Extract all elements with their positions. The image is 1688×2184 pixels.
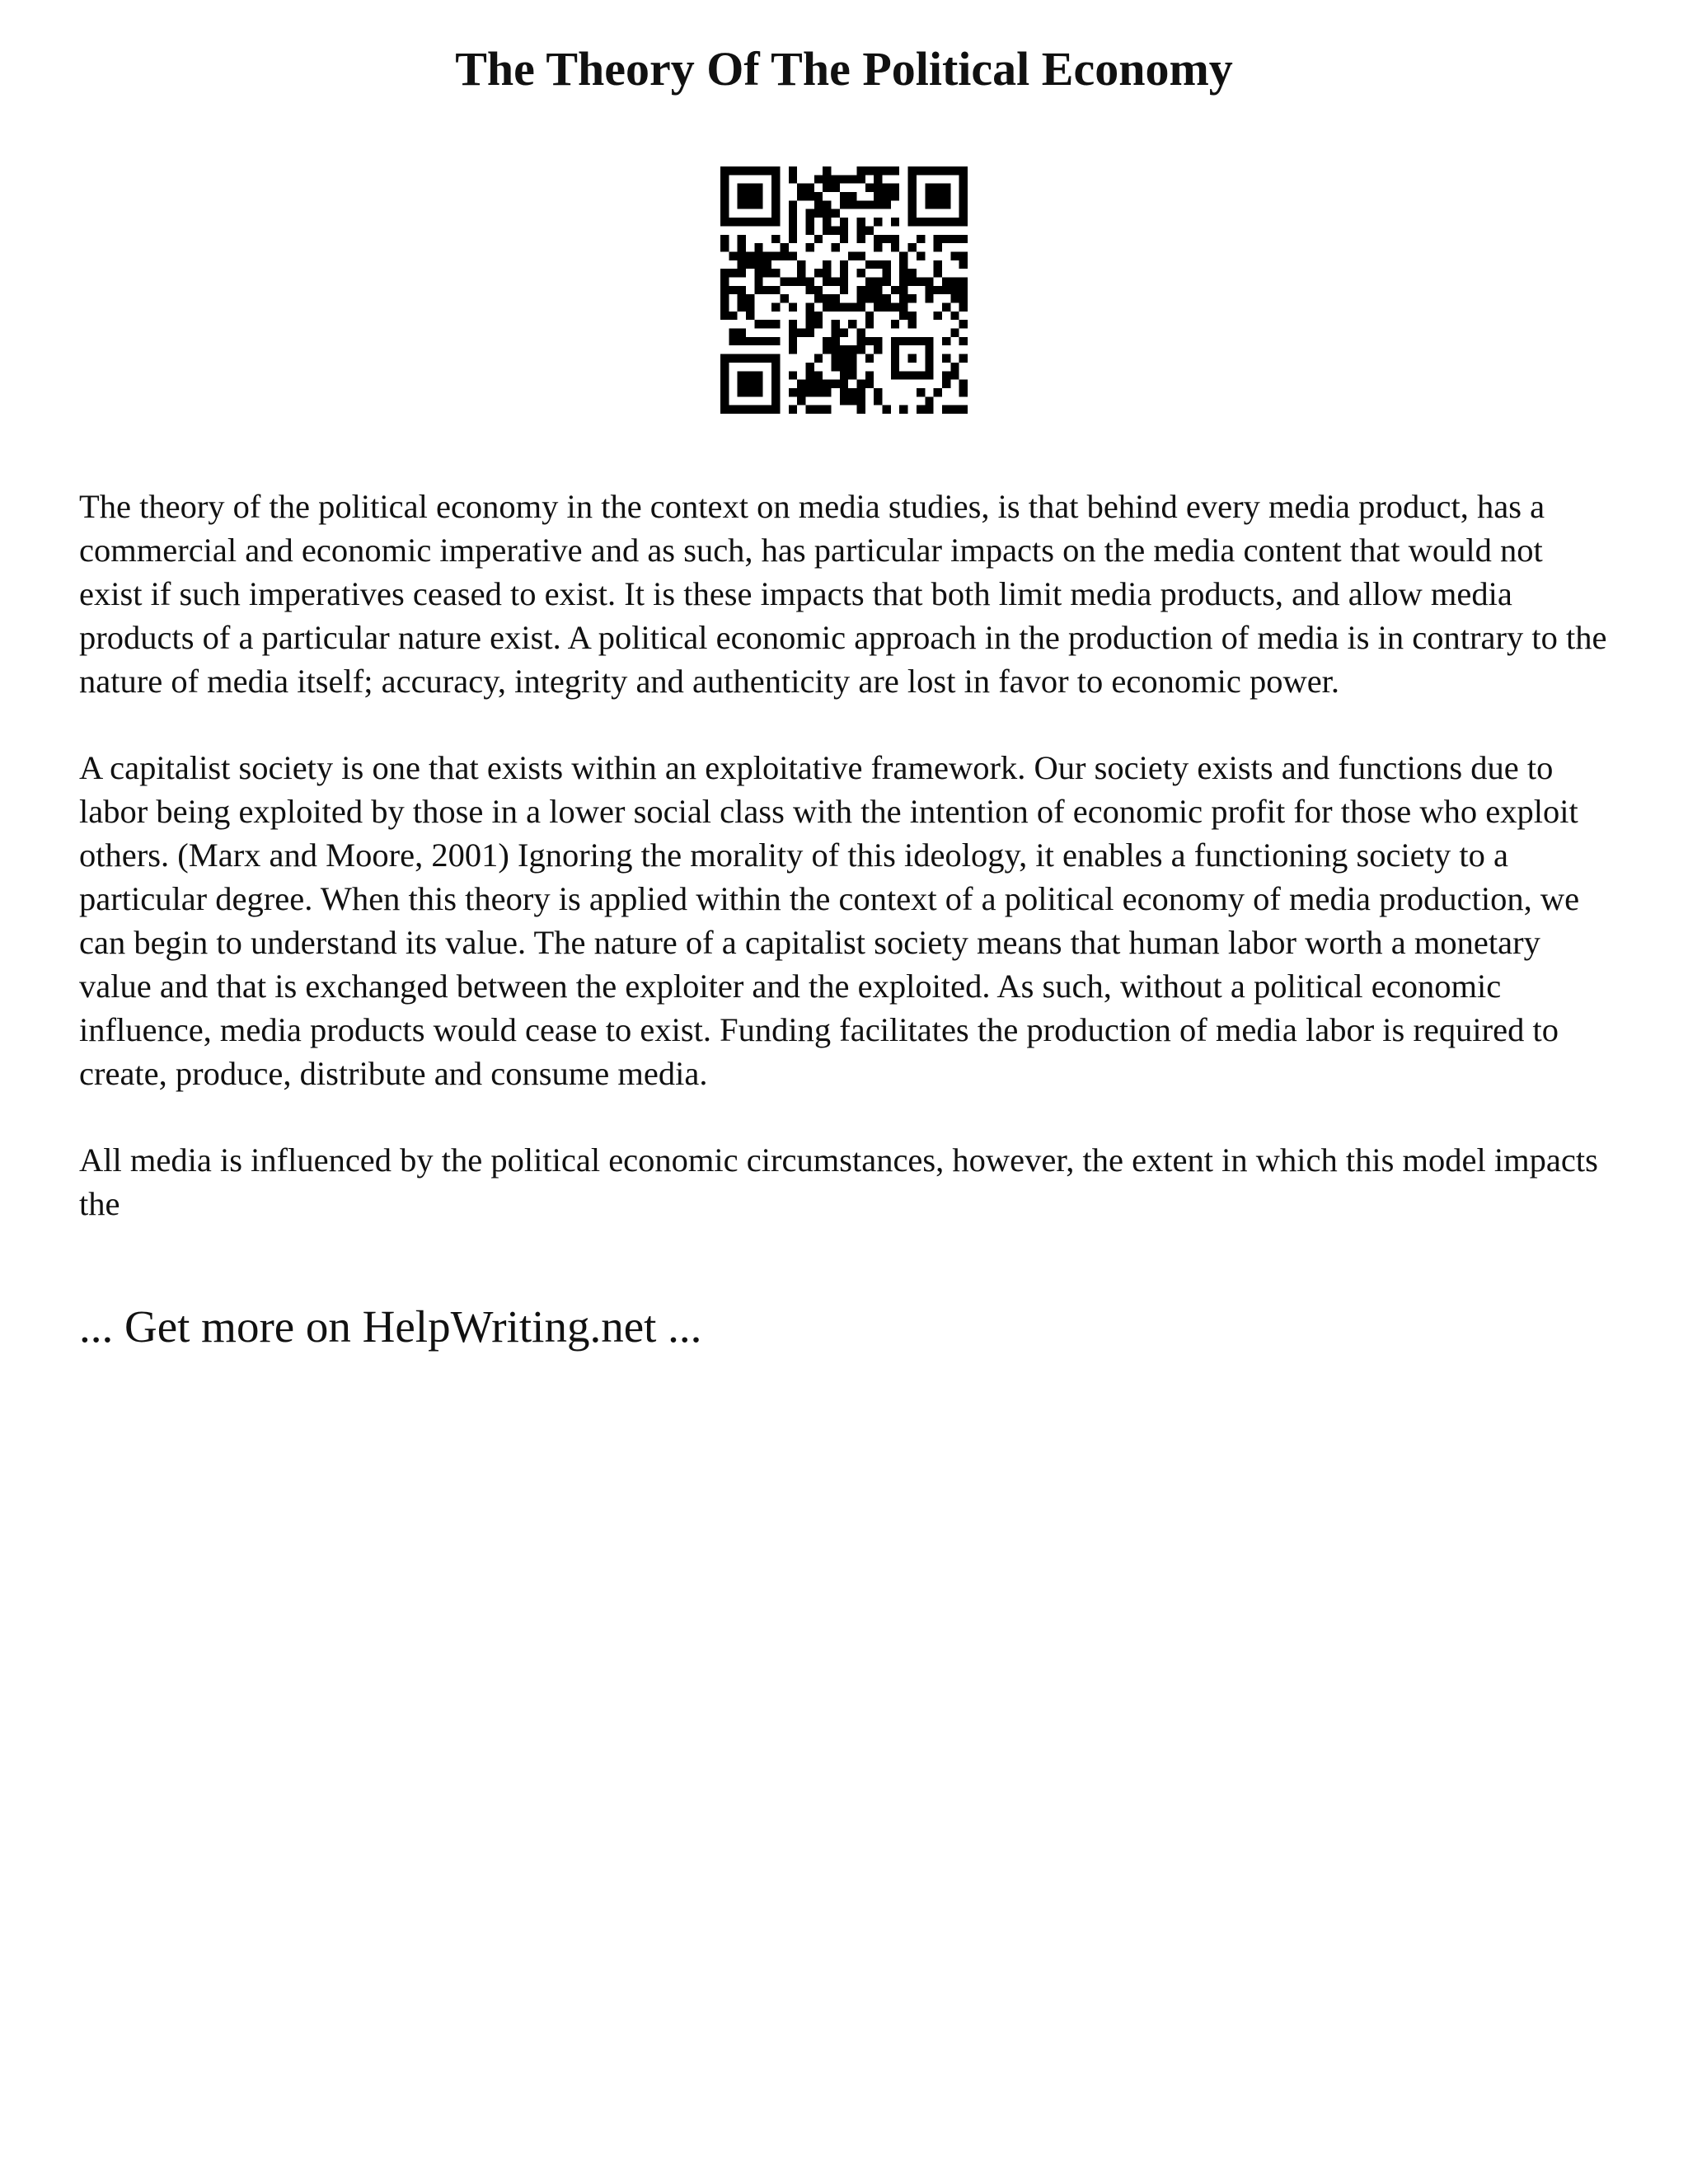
paragraph-3: All media is influenced by the political economic circumstances, however, the extent in which this model impacts the xyxy=(79,1141,1598,1222)
document-body xyxy=(79,485,1609,1226)
qr-code-icon[interactable] xyxy=(720,166,968,414)
get-more-link[interactable]: ... Get more on HelpWriting.net ... xyxy=(79,1301,702,1352)
paragraph-2: A capitalist society is one that exists within an exploitative framework. Our society exists and functions due to labor being exploited by those in a lower social class with the intention of economic profit for those who exploit others. (Marx and Moore, 2001) Ignoring the morality of this ideology, it enables a functioning society to a particular degree. When this theory is applied within the context of a political economy of media production, we can begin to understand its value. The nature of a capitalist society means that human labor worth a monetary value and that is exchanged between the exploiter and the exploited. As such, without a political economic influence, media products would cease to exist. Funding facilitates the production of media labor is required to create, produce, distribute and consume media. xyxy=(79,749,1580,1092)
document-title: The Theory Of The Political Economy xyxy=(455,42,1233,96)
paragraph-1: The theory of the political economy in the context on media studies, is that behind every media product, has a commercial and economic imperative and as such, has particular impacts on the media content that would not exist if such imperatives ceased to exist. It is these impacts that both limit media products, and allow media products of a particular nature exist. A political economic approach in the production of media is in contrary to the nature of media itself; accuracy, integrity and authenticity are lost in favor to economic power. xyxy=(79,488,1607,700)
qr-code-container xyxy=(79,166,1609,414)
